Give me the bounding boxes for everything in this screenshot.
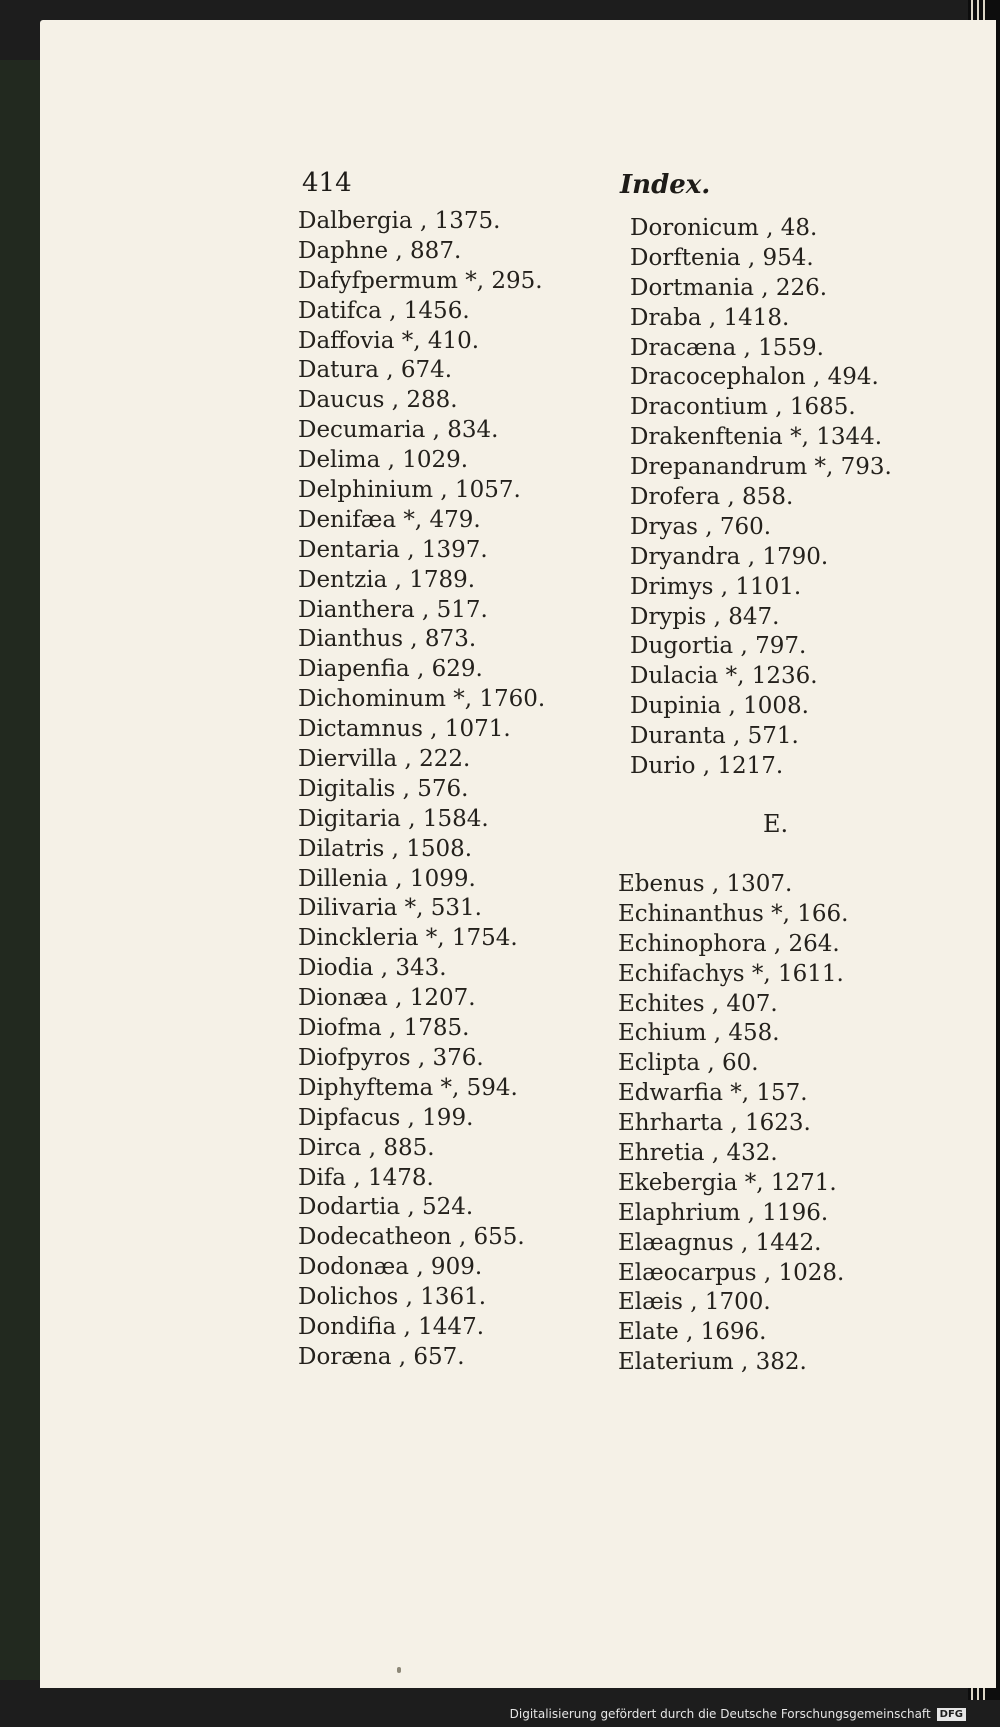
index-entry: Dupinia , 1008. (630, 693, 809, 720)
index-entry: Diapenfia , 629. (298, 656, 483, 683)
scan-left-shadow (0, 60, 40, 1680)
index-entry: Denifæa *, 479. (298, 506, 481, 533)
index-entry: Dugortia , 797. (630, 633, 807, 660)
index-entry: Dodecatheon , 655. (298, 1224, 525, 1251)
index-entry: Doræna , 657. (298, 1343, 465, 1370)
page-mark (397, 1667, 401, 1673)
index-entry: Dalbergia , 1375. (298, 208, 501, 234)
index-entry: Diphyftema *, 594. (298, 1074, 518, 1101)
index-entry: Ehrharta , 1623. (618, 1110, 811, 1137)
index-entry: Dinckleria *, 1754. (298, 925, 518, 952)
index-entry: Diodia , 343. (298, 955, 447, 982)
digitization-footer (510, 1707, 966, 1721)
index-entry: Decumaria , 834. (298, 417, 499, 444)
index-entry: Drimys , 1101. (630, 573, 802, 600)
index-entry: Diofpyros , 376. (298, 1044, 484, 1071)
index-entry: Difa , 1478. (298, 1164, 434, 1191)
index-entry: Draba , 1418. (630, 304, 790, 331)
index-entry: Drofera , 858. (630, 484, 794, 511)
index-entry: Ebenus , 1307. (618, 871, 793, 897)
index-entry: Echium , 458. (618, 1020, 780, 1047)
index-entry: Dilatris , 1508. (298, 835, 473, 862)
index-entry: Digitaria , 1584. (298, 805, 489, 832)
index-column-left (298, 207, 545, 1373)
index-entry: Dodartia , 524. (298, 1194, 474, 1221)
index-entry: Dracocephalon , 494. (630, 364, 879, 391)
index-entry: Dolichos , 1361. (298, 1284, 487, 1311)
index-entry: Daffovia *, 410. (298, 327, 480, 354)
index-entry: Dictamnus , 1071. (298, 716, 511, 743)
index-entry: Dondifia , 1447. (298, 1313, 485, 1340)
index-entry: Dodonæa , 909. (298, 1254, 483, 1281)
index-entry: Datifca , 1456. (298, 297, 470, 324)
index-entry: Edwarfia *, 157. (618, 1080, 808, 1107)
index-entry: Durio , 1217. (630, 753, 784, 780)
index-entry: Dianthus , 873. (298, 626, 477, 653)
page-number: 414 (302, 168, 352, 198)
index-entry: Dryas , 760. (630, 513, 772, 540)
index-entry: Echinophora , 264. (618, 930, 840, 957)
index-entry: Eclipta , 60. (618, 1050, 759, 1077)
index-entry: Daphne , 887. (298, 237, 462, 264)
index-entry: Elæocarpus , 1028. (618, 1259, 845, 1286)
index-entry: Drakenftenia *, 1344. (630, 424, 883, 451)
index-entry: Diervilla , 222. (298, 746, 471, 773)
index-entry: Dulacia *, 1236. (630, 663, 818, 690)
index-entry: Echinanthus *, 166. (618, 900, 849, 927)
footer-credit: Digitalisierung gefördert durch die Deutsche Forschungsgemeinschaft (509, 1707, 931, 1721)
index-column-right-e (618, 870, 849, 1378)
index-entry: Dirca , 885. (298, 1134, 435, 1161)
index-entry: Datura , 674. (298, 357, 453, 384)
index-entry: Dracontium , 1685. (630, 394, 856, 421)
index-entry: Diofma , 1785. (298, 1015, 470, 1042)
index-entry: Delima , 1029. (298, 447, 469, 474)
index-entry: Elaterium , 382. (618, 1349, 807, 1376)
index-entry: Ekebergia *, 1271. (618, 1169, 837, 1196)
index-entry: Dionæa , 1207. (298, 985, 476, 1012)
index-entry: Dianthera , 517. (298, 596, 488, 623)
index-entry: Elate , 1696. (618, 1319, 767, 1346)
index-entry: Elaphrium , 1196. (618, 1199, 829, 1226)
index-entry: Echifachys *, 1611. (618, 960, 844, 987)
index-entry: Dryandra , 1790. (630, 543, 829, 570)
index-entry: Dortmania , 226. (630, 274, 828, 301)
running-title: Index. (620, 170, 711, 200)
index-entry: Drypis , 847. (630, 603, 780, 630)
index-entry: Dentaria , 1397. (298, 536, 488, 563)
index-entry: Elæis , 1700. (618, 1289, 771, 1316)
section-heading-e: E. (763, 810, 789, 838)
index-entry: Doronicum , 48. (630, 215, 818, 241)
dfg-logo-icon: DFG (937, 1708, 966, 1721)
index-entry: Dipfacus , 199. (298, 1104, 474, 1131)
index-entry: Dracæna , 1559. (630, 334, 824, 361)
index-entry: Duranta , 571. (630, 723, 799, 750)
index-entry: Drepanandrum *, 793. (630, 454, 892, 481)
index-entry: Dillenia , 1099. (298, 865, 476, 892)
index-entry: Dentzia , 1789. (298, 566, 476, 593)
index-entry: Ehretia , 432. (618, 1140, 778, 1167)
index-entry: Dilivaria *, 531. (298, 895, 482, 922)
index-entry: Elæagnus , 1442. (618, 1229, 822, 1256)
index-entry: Daucus , 288. (298, 387, 458, 414)
index-entry: Echites , 407. (618, 990, 778, 1017)
index-column-right-d (630, 214, 892, 782)
index-entry: Delphinium , 1057. (298, 477, 521, 504)
index-entry: Digitalis , 576. (298, 775, 469, 802)
index-entry: Dorftenia , 954. (630, 244, 814, 271)
index-entry: Dafyfpermum *, 295. (298, 267, 543, 294)
index-entry: Dichominum *, 1760. (298, 686, 546, 713)
book-page (40, 20, 996, 1688)
